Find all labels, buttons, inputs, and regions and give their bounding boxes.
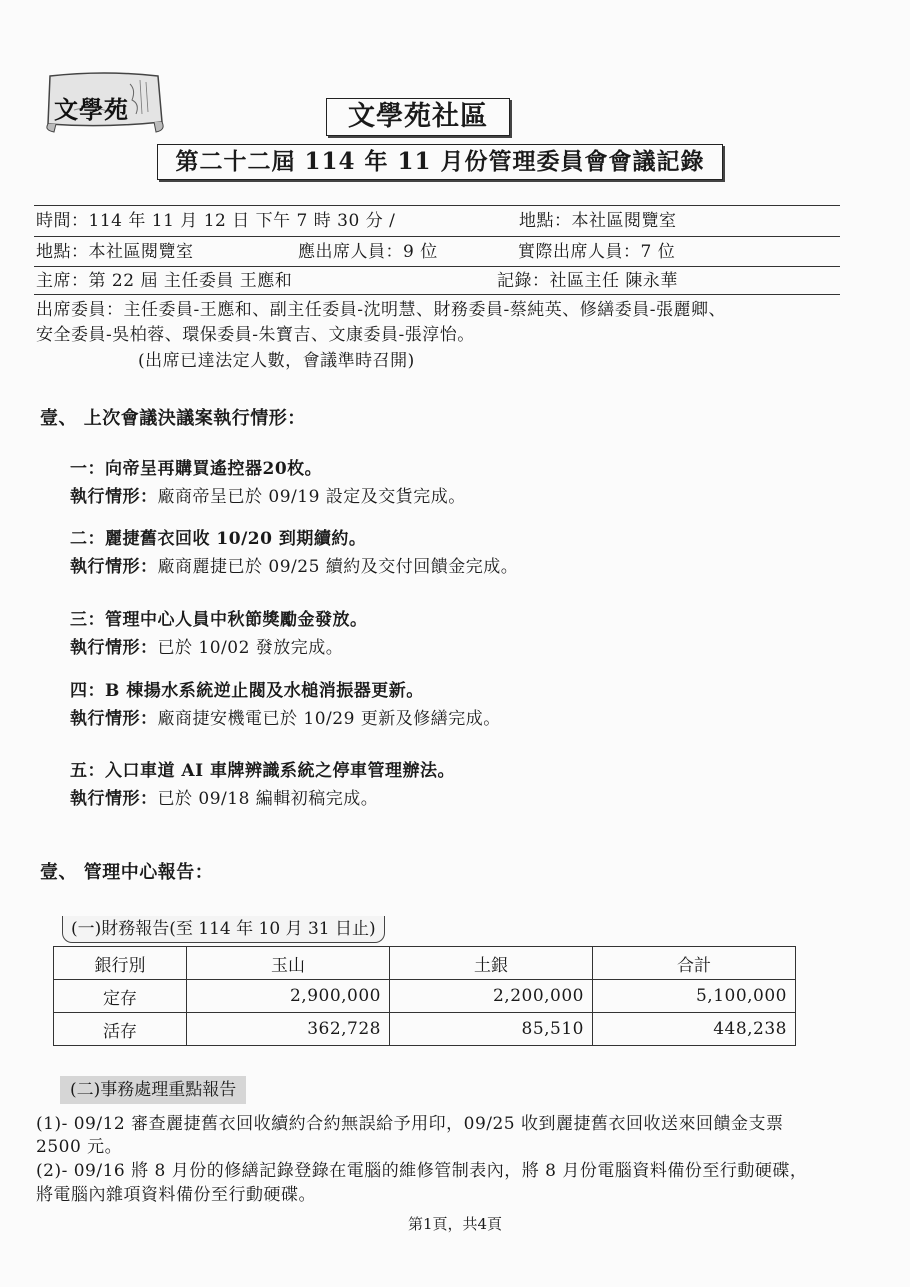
meta-location: 地點：本社區閱覽室 [36, 242, 194, 262]
page-subtitle: 第二十二屆 114 年 11 月份管理委員會會議記錄 [157, 144, 723, 180]
item2-status-label: 執行情形： [70, 557, 158, 577]
item4-status [70, 708, 501, 730]
item1-status [70, 486, 466, 508]
finance-cell: 448,238 [593, 1013, 796, 1046]
affairs-item2-line1: (2)- 09/16 將 8 月份的修繕記錄登錄在電腦的維修管制表內，將 8 月份電腦資料備份至行動硬碟， [36, 1161, 808, 1181]
finance-col-total: 合計 [593, 947, 796, 980]
item2-status [70, 556, 518, 578]
section1-heading: 壹、 上次會議決議案執行情形： [40, 408, 306, 429]
item2-status-text: 廠商麗捷已於 09/25 續約及交付回饋金完成。 [157, 557, 519, 577]
finance-col-landbank: 土銀 [390, 947, 593, 980]
item4-status-text: 廠商捷安機電已於 10/29 更新及修繕完成。 [157, 709, 501, 729]
item1-status-text: 廠商帝呈已於 09/19 設定及交貨完成。 [157, 487, 466, 507]
finance-header-row [54, 947, 796, 980]
divider-top [34, 205, 840, 206]
item4-title: 四：B 棟揚水系統逆止閥及水槌消振器更新。 [70, 681, 424, 701]
item3-title: 三：管理中心人員中秋節獎勵金發放。 [70, 610, 368, 630]
item4-status-label: 執行情形： [70, 709, 158, 729]
finance-cell: 2,200,000 [390, 980, 593, 1013]
meta-time: 時間：114 年 11 月 12 日 下午 7 時 30 分 / [36, 211, 396, 231]
section2-heading: 壹、 管理中心報告： [40, 862, 214, 883]
community-logo [44, 70, 166, 136]
item3-status-text: 已於 10/02 發放完成。 [157, 638, 344, 658]
divider-3 [34, 294, 840, 295]
page-title: 文學苑社區 [326, 98, 510, 136]
page-number: 第1頁，共4頁 [407, 1215, 503, 1233]
meta-quorum: (出席已達法定人數，會議準時召開) [138, 351, 415, 371]
finance-cell: 2,900,000 [187, 980, 390, 1013]
item2-title: 二：麗捷舊衣回收 10/20 到期續約。 [70, 529, 367, 549]
finance-cell: 85,510 [390, 1013, 593, 1046]
meta-location-right: 地點：本社區閱覽室 [519, 211, 677, 231]
affairs-item1-line1: (1)- 09/12 審查麗捷舊衣回收續約合約無誤給予用印，09/25 收到麗捷舊衣回收送來回饋金支票 [36, 1114, 784, 1134]
meta-attendees-line1: 出席委員：主任委員-王應和、副主任委員-沈明慧、財務委員-蔡純英、修繕委員-張麗卿、 [36, 300, 726, 320]
affairs-item2-line2: 將電腦內雜項資料備份至行動硬碟。 [36, 1185, 316, 1205]
item1-title: 一：向帝呈再購買遙控器20枚。 [70, 459, 323, 479]
meta-actual: 實際出席人員：7 位 [518, 242, 676, 262]
meta-recorder: 記錄：社區主任 陳永華 [497, 271, 678, 291]
item5-status-label: 執行情形： [70, 789, 158, 809]
affairs-item1-line2: 2500 元。 [36, 1137, 123, 1157]
meta-expected: 應出席人員：9 位 [298, 242, 438, 262]
finance-caption: (一)財務報告(至 114 年 10 月 31 日止) [62, 916, 385, 943]
item3-status-label: 執行情形： [70, 638, 158, 658]
finance-table [53, 946, 796, 1046]
meta-chair: 主席：第 22 屆 主任委員 王應和 [36, 271, 293, 291]
logo-text: 文學苑 [54, 95, 129, 124]
item5-status [70, 788, 378, 810]
item5-status-text: 已於 09/18 編輯初稿完成。 [157, 789, 379, 809]
finance-cell: 5,100,000 [593, 980, 796, 1013]
item1-status-label: 執行情形： [70, 487, 158, 507]
finance-col-esun: 玉山 [187, 947, 390, 980]
finance-col-bank: 銀行別 [54, 947, 187, 980]
finance-row-label: 定存 [54, 980, 187, 1013]
divider-1 [34, 236, 840, 237]
meta-attendees-line2: 安全委員-吳柏蓉、環保委員-朱寶吉、文康委員-張淳怡。 [36, 325, 475, 345]
finance-row-label: 活存 [54, 1013, 187, 1046]
item5-title: 五：入口車道 AI 車牌辨識系統之停車管理辦法。 [70, 761, 455, 781]
table-row [54, 980, 796, 1013]
affairs-caption: (二)事務處理重點報告 [60, 1076, 246, 1104]
item3-status [70, 637, 343, 659]
table-row [54, 1013, 796, 1046]
finance-cell: 362,728 [187, 1013, 390, 1046]
divider-2 [34, 266, 840, 267]
